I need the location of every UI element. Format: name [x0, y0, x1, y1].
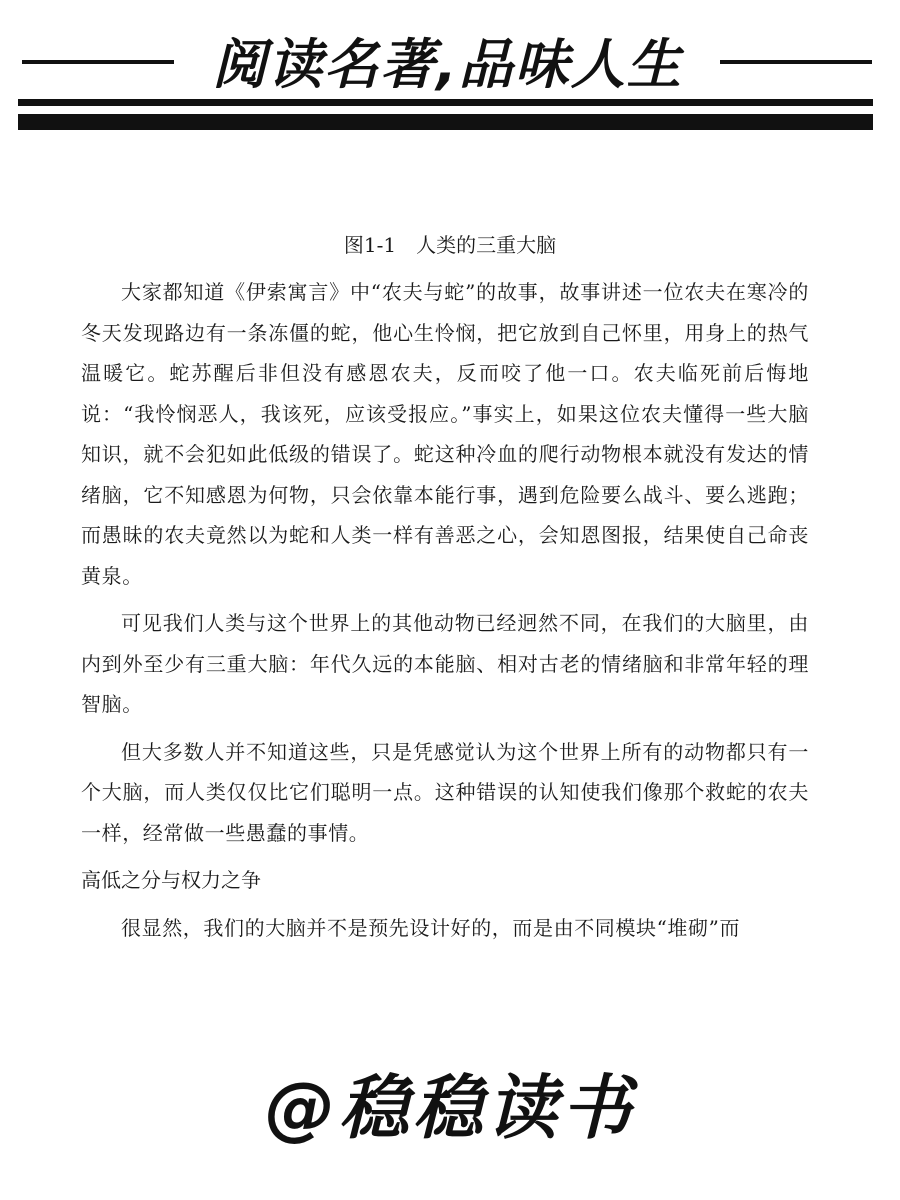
figure-caption: 图1-1 人类的三重大脑 [343, 233, 557, 257]
section-subheading: 高低之分与权力之争 [81, 868, 261, 892]
watermark-signature: @稳稳读书 [265, 1067, 635, 1149]
article-body [81, 228, 809, 956]
paragraph-3: 但大多数人并不知道这些，只是凭感觉认为这个世界上所有的动物都只有一个大脑，而人类仅仅比它们聪明一点。这种错误的认知使我们像那个救蛇的农夫一样，经常做一些愚蠢的事情。 [81, 739, 809, 845]
banner-right-line [720, 60, 872, 64]
banner-title: 阅读名著,品味人生 [212, 33, 683, 96]
paragraph-1: 大家都知道《伊索寓言》中“农夫与蛇”的故事，故事讲述一位农夫在寒冷的冬天发现路边有一条冻僵的蛇，他心生怜悯，把它放到自己怀里，用身上的热气温暖它。蛇苏醒后非但没有感恩农夫，反而咬了他一口。农夫临死前后悔地说：“我怜悯恶人，我该死，应该受报应。”事实上，如果这位农夫懂得一些大脑知识，就不会犯如此低级的错误了。蛇这种冷血的爬行动物根本就没有发达的情绪脑，它不知感恩为何物，只会依靠本能行事，遇到危险要么战斗、要么逃跑；而愚昧的农夫竟然以为蛇和人类一样有善恶之心，会知恩图报，结果使自己命丧黄泉。 [81, 280, 809, 588]
header-banner [0, 0, 900, 140]
paragraph-4: 很显然，我们的大脑并不是预先设计好的，而是由不同模块“堆砌”而 [121, 916, 741, 940]
banner-left-line [22, 60, 174, 64]
banner-thick-rule [18, 114, 873, 130]
banner-thin-rule [18, 99, 873, 106]
paragraph-2: 可见我们人类与这个世界上的其他动物已经迥然不同，在我们的大脑里，由内到外至少有三重大脑：年代久远的本能脑、相对古老的情绪脑和非常年轻的理智脑。 [81, 611, 809, 716]
